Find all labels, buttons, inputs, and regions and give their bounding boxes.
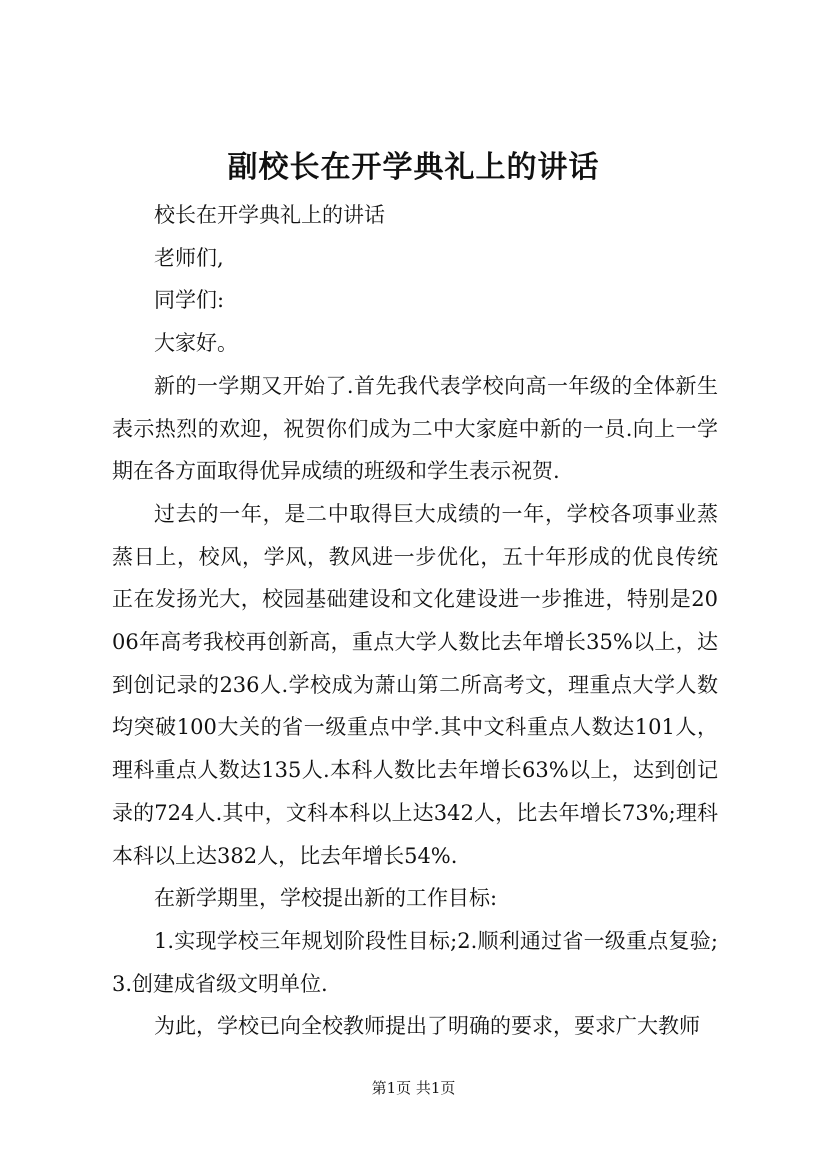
paragraph: 在新学期里，学校提出新的工作目标: (154, 886, 498, 911)
paragraph: 大家好。 (154, 331, 238, 356)
paragraph: 1.实现学校三年规划阶段性目标;2.顺利通过省一级重点复验;3.创建成省级文明单位. (112, 928, 718, 996)
page-footer: 第1页 共1页 (371, 1079, 456, 1097)
paragraph: 新的一学期又开始了.首先我代表学校向高一年级的全体新生表示热烈的欢迎，祝贺你们成为二中大家庭中新的一员.向上一学期在各方面取得优异成绩的班级和学生表示祝贺. (112, 373, 718, 484)
paragraph: 为此，学校已向全校教师提出了明确的要求，要求广大教师 (154, 1014, 700, 1039)
document-title: 副校长在开学典礼上的讲话 (227, 150, 600, 185)
paragraph: 过去的一年，是二中取得巨大成绩的一年，学校各项事业蒸蒸日上，校风，学风，教风进一步优化，五十年形成的优良传统正在发扬光大，校园基础建设和文化建设进一步推进，特别是2006年高考我校再创新高，重点大学人数比去年增长35%以上，达到创记录的236人.学校成为萧山第二所高考文，理重点大学人数均突破100大关的省一级重点中学.其中文科重点人数达101人，理科重点人数达135人.本科人数比去年增长63%以上，达到创记录的724人.其中，文科本科以上达342人，比去年增长73%;理科本科以上达382人，比去年增长54%. (112, 501, 718, 868)
paragraph: 老师们, (154, 245, 224, 270)
document-body (112, 194, 718, 1048)
paragraph: 同学们: (154, 288, 225, 313)
paragraph: 校长在开学典礼上的讲话 (154, 203, 385, 227)
